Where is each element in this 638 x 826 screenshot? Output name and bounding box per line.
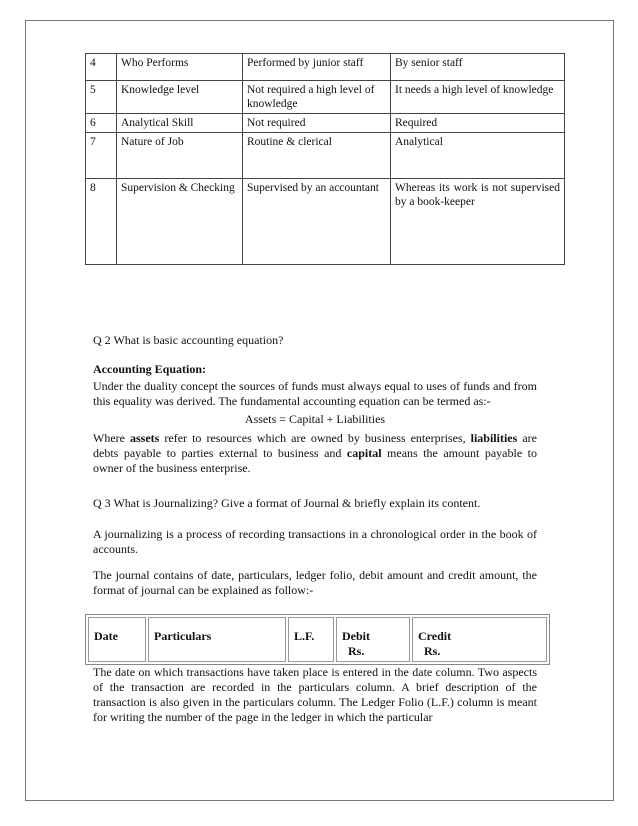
credit-label: Credit	[418, 629, 452, 643]
row-number: 5	[86, 81, 117, 114]
q2-paragraph-1: Under the duality concept the sources of funds must always equal to uses of funds and from this equality was derived. The fundamental accounting equation can be termed as:-	[93, 379, 537, 408]
row-number: 8	[86, 179, 117, 265]
row-number: 6	[86, 114, 117, 133]
q2-heading: Accounting Equation:	[93, 362, 207, 376]
bookkeeping-cell: Not required a high level of knowledge	[243, 81, 391, 114]
bookkeeping-cell: Supervised by an accountant	[243, 179, 391, 265]
aspect-cell: Supervision & Checking	[117, 179, 243, 265]
aspect-cell: Who Performs	[117, 54, 243, 81]
text-span: refer to resources which are owned by business enterprises,	[159, 431, 471, 445]
text-span: Where	[93, 431, 131, 445]
accounting-cell: Required	[391, 114, 565, 133]
debit-label: Debit	[342, 629, 370, 643]
term-assets: assets	[130, 431, 160, 445]
q3-paragraph-1: A journalizing is a process of recording transactions in a chronological order in the book of accounts.	[93, 527, 537, 556]
table-row	[86, 179, 565, 265]
journal-format-table	[85, 614, 550, 665]
row-number: 7	[86, 133, 117, 179]
table-row	[86, 133, 565, 179]
comparison-table	[85, 53, 565, 265]
aspect-cell: Knowledge level	[117, 81, 243, 114]
accounting-cell: By senior staff	[391, 54, 565, 81]
accounting-cell: Whereas its work is not supervised by a book-keeper	[391, 179, 565, 265]
q3-question: Q 3 What is Journalizing? Give a format of Journal & briefly explain its content.	[93, 496, 481, 510]
accounting-cell: It needs a high level of knowledge	[391, 81, 565, 114]
bookkeeping-cell: Not required	[243, 114, 391, 133]
q2-paragraph-2	[93, 431, 537, 476]
q3-paragraph-3: The date on which transactions have taken place is entered in the date column. Two aspects of the transaction are recorded in the particulars column. A brief description of the transaction is also given in the particulars column. The Ledger Folio (L.F.) column is meant for writing the number of the page in the ledger in which the particular	[93, 665, 537, 724]
table-row	[86, 114, 565, 133]
debit-unit: Rs.	[348, 644, 365, 658]
table-row	[86, 81, 565, 114]
accounting-cell: Analytical	[391, 133, 565, 179]
row-number: 4	[86, 54, 117, 81]
q2-question: Q 2 What is basic accounting equation?	[93, 333, 284, 347]
aspect-cell: Analytical Skill	[117, 114, 243, 133]
journal-header-debit	[336, 617, 410, 662]
term-capital: capital	[346, 446, 382, 460]
aspect-cell: Nature of Job	[117, 133, 243, 179]
table-row	[86, 54, 565, 81]
journal-header-particulars: Particulars	[148, 617, 286, 662]
bookkeeping-cell: Routine & clerical	[243, 133, 391, 179]
text-span: are debts payable to parties external to business and	[93, 431, 537, 460]
journal-header-date: Date	[88, 617, 146, 662]
journal-header-lf: L.F.	[288, 617, 334, 662]
bookkeeping-cell: Performed by junior staff	[243, 54, 391, 81]
credit-unit: Rs.	[424, 644, 441, 658]
accounting-equation: Assets = Capital + Liabilities	[244, 412, 386, 426]
journal-header-credit	[412, 617, 547, 662]
text-span: means the amount payable to owner of the business enterprise.	[93, 446, 537, 475]
q3-paragraph-2: The journal contains of date, particulars, ledger folio, debit amount and credit amount, the format of journal can be explained as follow:-	[93, 568, 537, 597]
table-row	[88, 617, 547, 662]
term-liabilities: liabilities	[470, 431, 518, 445]
